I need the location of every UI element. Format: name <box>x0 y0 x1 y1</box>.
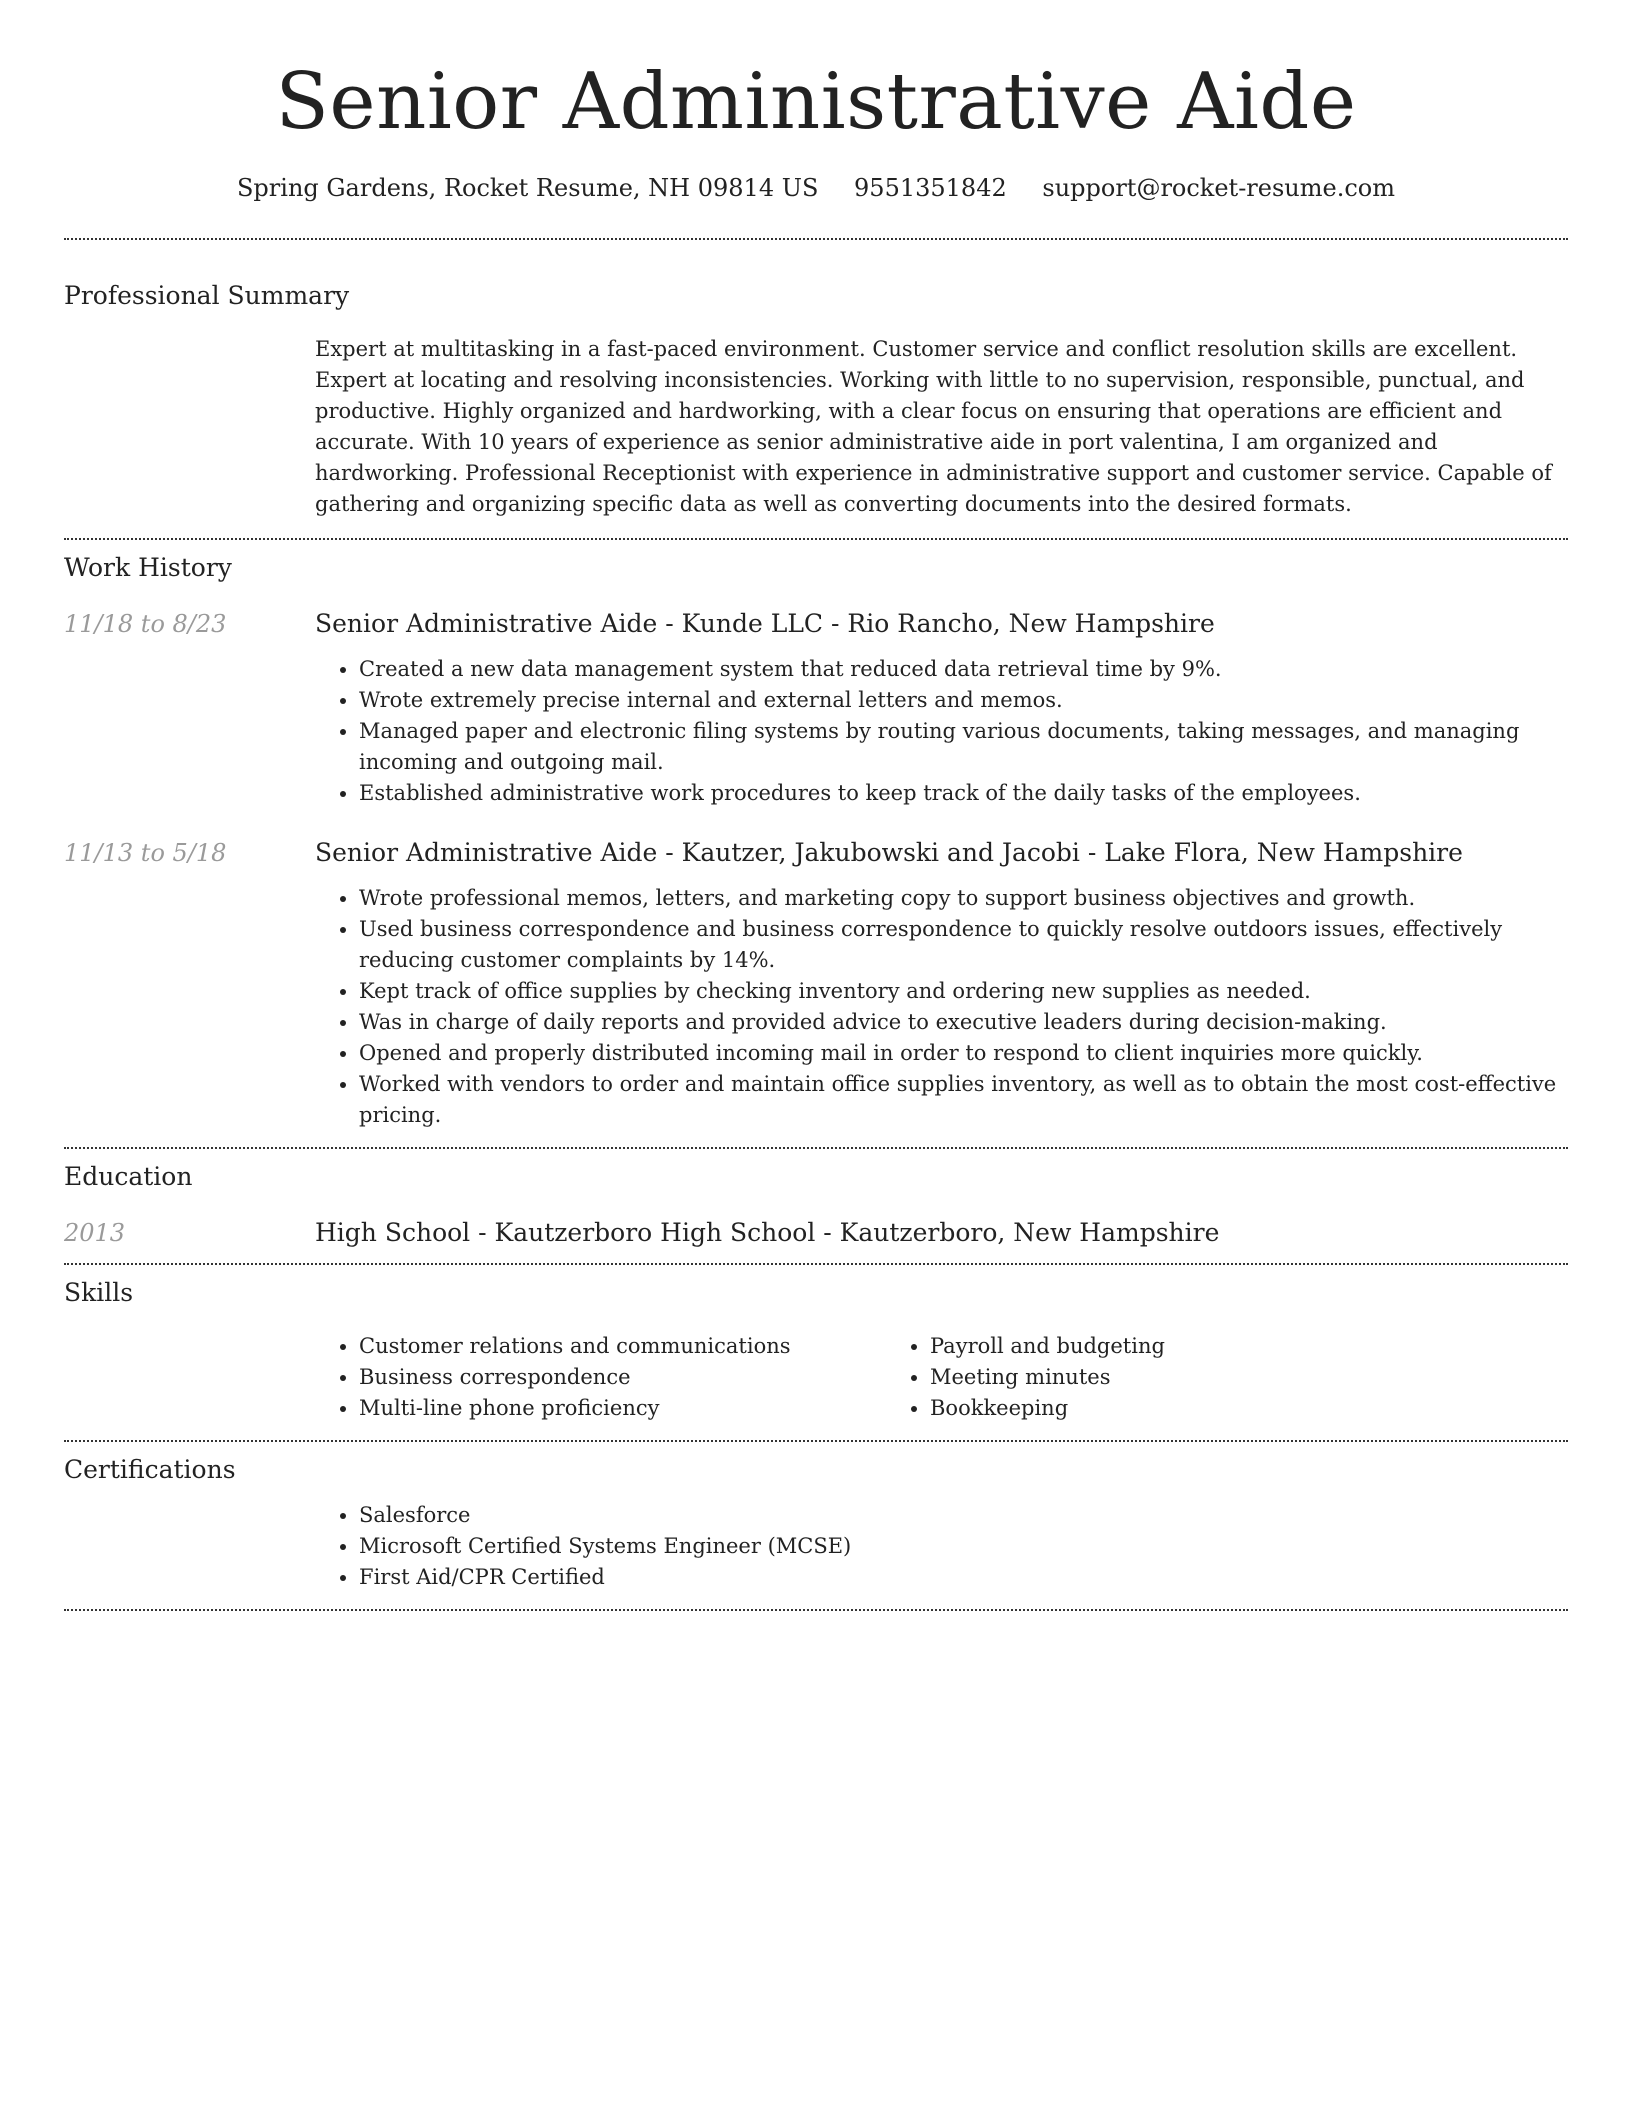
contact-phone: 9551351842 <box>854 174 1007 202</box>
job-dates: 11/18 to 8/23 <box>64 610 227 638</box>
list-item: • Used business correspondence and business correspondence to quickly resolve outdoors issues, effectively reducing customer complaints by 14%. <box>359 914 1568 976</box>
education-heading: High School - Kautzerboro High School - Kautzerboro, New Hampshire <box>315 1218 1220 1247</box>
divider <box>64 1147 1568 1149</box>
summary-text: Expert at multitasking in a fast-paced environment. Customer service and conflict resolution skills are excellent. Expert at locating and resolving inconsistencies. Working with little to no supervision, responsible, punctual, and productive. Highly organized and hardworking, with a clear focus on ensuring that operations are efficient and accurate. With 10 years of experience as senior administrative aide in port valentina, I am organized and hardworking. Professional Receptionist with experience in administrative support and customer service. Capable of gathering and organizing specific data as well as converting documents into the desired formats. <box>315 337 1552 516</box>
divider <box>64 1440 1568 1442</box>
job-heading: Senior Administrative Aide - Kunde LLC - Rio Rancho, New Hampshire <box>315 609 1215 638</box>
section-title-skills: Skills <box>64 1278 134 1307</box>
list-item: • Worked with vendors to order and maintain office supplies inventory, as well as to obtain the most cost-effective pricing. <box>359 1069 1568 1131</box>
skills-list-right <box>886 1331 1457 1424</box>
divider <box>64 1263 1568 1265</box>
job-entry-header <box>64 837 1568 869</box>
list-item: • Wrote professional memos, letters, and marketing copy to support business objectives and growth. <box>359 883 1568 914</box>
list-item: • Microsoft Certified Systems Engineer (MCSE) <box>359 1531 1568 1562</box>
section-title-education: Education <box>64 1162 193 1191</box>
list-item: • Multi-line phone proficiency <box>359 1393 886 1424</box>
divider <box>64 238 1568 240</box>
job-entry-header <box>64 608 1568 640</box>
candidate-name: Senior Administrative Aide <box>275 57 1357 147</box>
list-item: • First Aid/CPR Certified <box>359 1562 1568 1593</box>
list-item: • Opened and properly distributed incoming mail in order to respond to client inquiries more quickly. <box>359 1038 1568 1069</box>
list-item: • Payroll and budgeting <box>930 1331 1457 1362</box>
resume-page <box>64 0 1568 1611</box>
skills-list-left <box>315 1331 886 1424</box>
list-item: • Meeting minutes <box>930 1362 1457 1393</box>
job-heading: Senior Administrative Aide - Kautzer, Jakubowski and Jacobi - Lake Flora, New Hampshire <box>315 838 1463 867</box>
list-item: • Wrote extremely precise internal and external letters and memos. <box>359 685 1568 716</box>
list-item: • Business correspondence <box>359 1362 886 1393</box>
certifications-list <box>315 1500 1568 1593</box>
divider <box>64 1609 1568 1611</box>
job-dates: 11/13 to 5/18 <box>64 839 227 867</box>
list-item: • Bookkeeping <box>930 1393 1457 1424</box>
list-item: • Was in charge of daily reports and provided advice to executive leaders during decision-making. <box>359 1007 1568 1038</box>
education-entry <box>64 1217 1568 1249</box>
section-title-certifications: Certifications <box>64 1455 236 1484</box>
job-bullet-list <box>315 654 1568 809</box>
list-item: • Created a new data management system that reduced data retrieval time by 9%. <box>359 654 1568 685</box>
section-title-summary: Professional Summary <box>64 281 350 310</box>
list-item: • Salesforce <box>359 1500 1568 1531</box>
list-item: • Established administrative work procedures to keep track of the daily tasks of the employees. <box>359 778 1568 809</box>
job-bullet-list <box>315 883 1568 1131</box>
contact-email: support@rocket-resume.com <box>1042 174 1395 202</box>
education-year: 2013 <box>64 1219 126 1247</box>
list-item: • Customer relations and communications <box>359 1331 886 1362</box>
skills-columns <box>315 1331 1568 1424</box>
contact-address: Spring Gardens, Rocket Resume, NH 09814 US <box>236 174 819 202</box>
list-item: • Kept track of office supplies by checking inventory and ordering new supplies as needed. <box>359 976 1568 1007</box>
list-item: • Managed paper and electronic filing systems by routing various documents, taking messages, and managing incoming and outgoing mail. <box>359 716 1568 778</box>
divider <box>64 538 1568 540</box>
contact-line <box>64 172 1568 204</box>
section-title-work-history: Work History <box>64 553 232 582</box>
